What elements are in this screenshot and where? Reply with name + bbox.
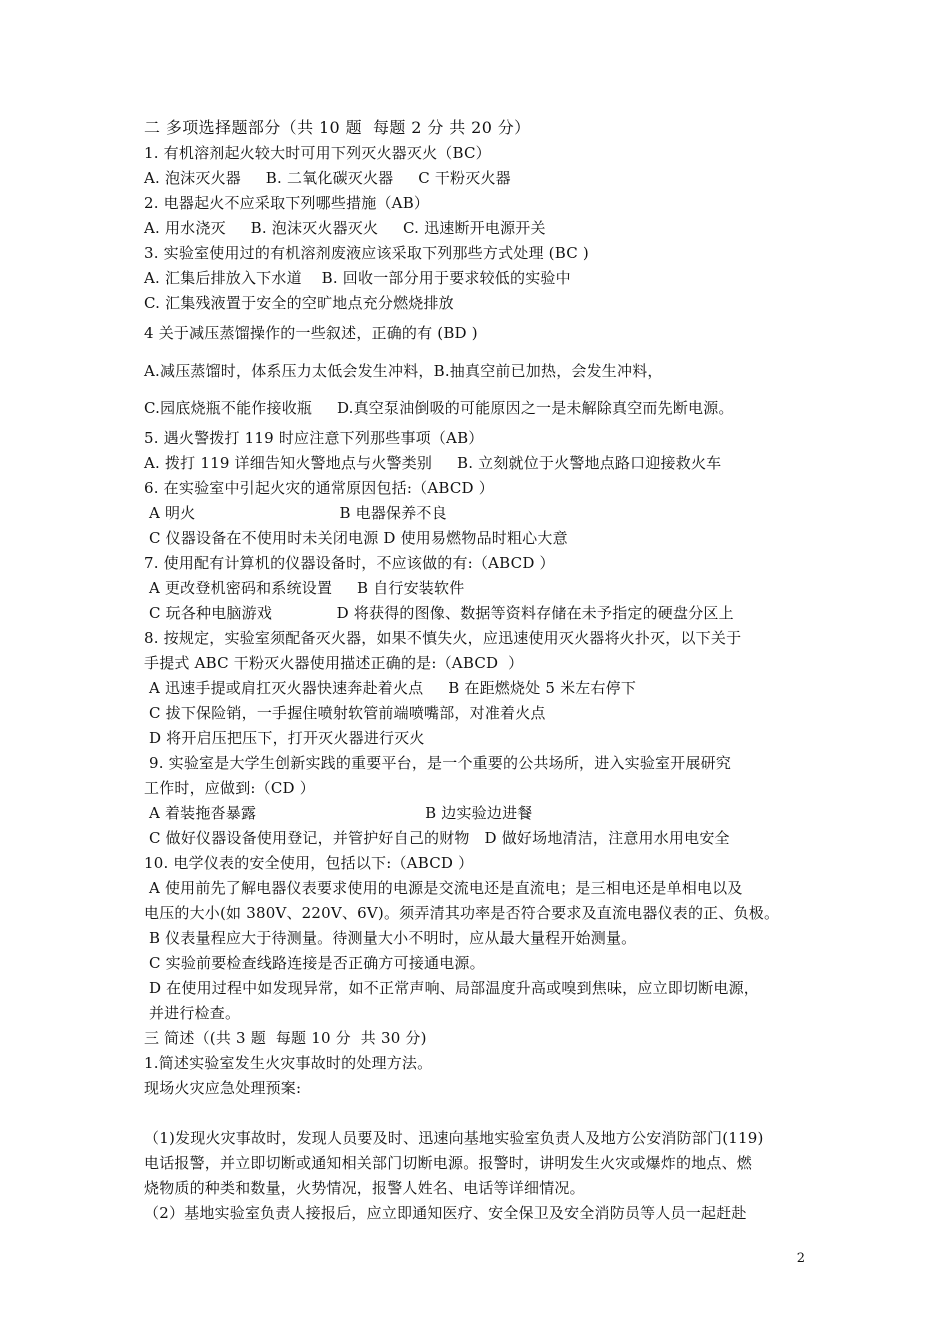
- section2-heading: 二 多项选择题部分（共 10 题 每题 2 分 共 20 分）: [144, 118, 531, 137]
- question-6: 6. 在实验室中引起火灾的通常原因包括:（ABCD ）: [144, 479, 494, 497]
- question-7-options-cd: C 玩各种电脑游戏 D 将获得的图像、数据等资料存储在未予指定的硬盘分区上: [144, 604, 734, 622]
- question-6-options-cd: C 仪器设备在不使用时未关闭电源 D 使用易燃物品时粗心大意: [144, 529, 568, 547]
- question-6-options-ab: A 明火 B 电器保养不良: [144, 504, 447, 522]
- question-10-option-d-line-1: D 在使用过程中如发现异常，如不正常声响、局部温度升高或嗅到焦味，应立即切断电源，: [144, 979, 759, 997]
- question-9-options-cd: C 做好仪器设备使用登记，并管护好自己的财物 D 做好场地清洁，注意用水用电安全: [144, 829, 730, 847]
- question-10-option-c: C 实验前要检查线路连接是否正确方可接通电源。: [144, 954, 485, 972]
- question-7: 7. 使用配有计算机的仪器设备时，不应该做的有:（ABCD ）: [144, 554, 555, 572]
- essay-question-1: 1.简述实验室发生火灾事故时的处理方法。: [144, 1054, 433, 1072]
- question-3: 3. 实验室使用过的有机溶剂废液应该采取下列那些方式处理 (BC ): [144, 244, 589, 262]
- question-8-line-2: 手提式 ABC 干粉灭火器使用描述正确的是:（ABCD ）: [144, 654, 524, 672]
- question-7-options-ab: A 更改登机密码和系统设置 B 自行安装软件: [144, 579, 465, 597]
- question-9-line-2: 工作时，应做到:（CD ）: [144, 779, 315, 797]
- question-1-options: A. 泡沫灭火器 B. 二氧化碳灭火器 C 干粉灭火器: [144, 169, 511, 187]
- question-2-options: A. 用水浇灭 B. 泡沫灭火器灭火 C. 迅速断开电源开关: [144, 219, 546, 237]
- question-4-options-ab: A.减压蒸馏时，体系压力太低会发生冲料，B.抽真空前已加热，会发生冲料，: [144, 362, 663, 380]
- question-3-options-ab: A. 汇集后排放入下水道 B. 回收一部分用于要求较低的实验中: [144, 269, 571, 287]
- paragraph-2-line-1: （2）基地实验室负责人接报后，应立即通知医疗、安全保卫及安全消防员等人员一起赶赴: [144, 1204, 747, 1222]
- question-8-line-1: 8. 按规定，实验室须配备灭火器，如果不慎失火，应迅速使用灭火器将火扑灭，以下关于: [144, 629, 742, 647]
- question-4: 4 关于减压蒸馏操作的一些叙述，正确的有 (BD ): [144, 324, 478, 342]
- question-10: 10. 电学仪表的安全使用，包括以下:（ABCD ）: [144, 854, 474, 872]
- question-9-line-1: 9. 实验室是大学生创新实践的重要平台，是一个重要的公共场所，进入实验室开展研究: [144, 754, 732, 772]
- section3-heading: 三 简述（(共 3 题 每题 10 分 共 30 分): [144, 1029, 427, 1047]
- question-1: 1. 有机溶剂起火较大时可用下列灭火器灭火（BC）: [144, 144, 491, 162]
- question-10-option-b: B 仪表量程应大于待测量。待测量大小不明时，应从最大量程开始测量。: [144, 929, 637, 947]
- question-4-options-cd: C.园底烧瓶不能作接收瓶 D.真空泵油倒吸的可能原因之一是未解除真空而先断电源。: [144, 399, 734, 417]
- page-number: 2: [796, 1251, 805, 1266]
- plan-title: 现场火灾应急处理预案:: [144, 1079, 302, 1097]
- question-2: 2. 电器起火不应采取下列哪些措施（AB）: [144, 194, 430, 212]
- question-5: 5. 遇火警拨打 119 时应注意下列那些事项（AB）: [144, 429, 484, 447]
- paragraph-1-line-2: 电话报警，并立即切断或通知相关部门切断电源。报警时，讲明发生火灾或爆炸的地点、燃: [144, 1154, 753, 1172]
- question-8-options-ab: A 迅速手提或肩扛灭火器快速奔赴着火点 B 在距燃烧处 5 米左右停下: [144, 679, 637, 697]
- question-8-option-c: C 拔下保险销，一手握住喷射软管前端喷嘴部，对准着火点: [144, 704, 546, 722]
- question-8-option-d: D 将开启压把压下，打开灭火器进行灭火: [144, 729, 425, 747]
- question-10-option-a-line-1: A 使用前先了解电器仪表要求使用的电源是交流电还是直流电；是三相电还是单相电以及: [144, 879, 743, 897]
- question-5-options: A. 拨打 119 详细告知火警地点与火警类别 B. 立刻就位于火警地点路口迎接救火车: [144, 454, 722, 472]
- paragraph-1-line-3: 烧物质的种类和数量，火势情况，报警人姓名、电话等详细情况。: [144, 1179, 585, 1197]
- question-3-option-c: C. 汇集残液置于安全的空旷地点充分燃烧排放: [144, 294, 454, 312]
- question-10-option-d-line-2: 并进行检查。: [144, 1004, 241, 1022]
- question-9-options-ab: A 着装拖沓暴露 B 边实验边进餐: [144, 804, 533, 822]
- paragraph-1-line-1: （1)发现火灾事故时，发现人员要及时、迅速向基地实验室负责人及地方公安消防部门(119): [144, 1129, 764, 1147]
- question-10-option-a-line-2: 电压的大小(如 380V、220V、6V)。须弄清其功率是否符合要求及直流电器仪表的正、负极。: [144, 904, 780, 922]
